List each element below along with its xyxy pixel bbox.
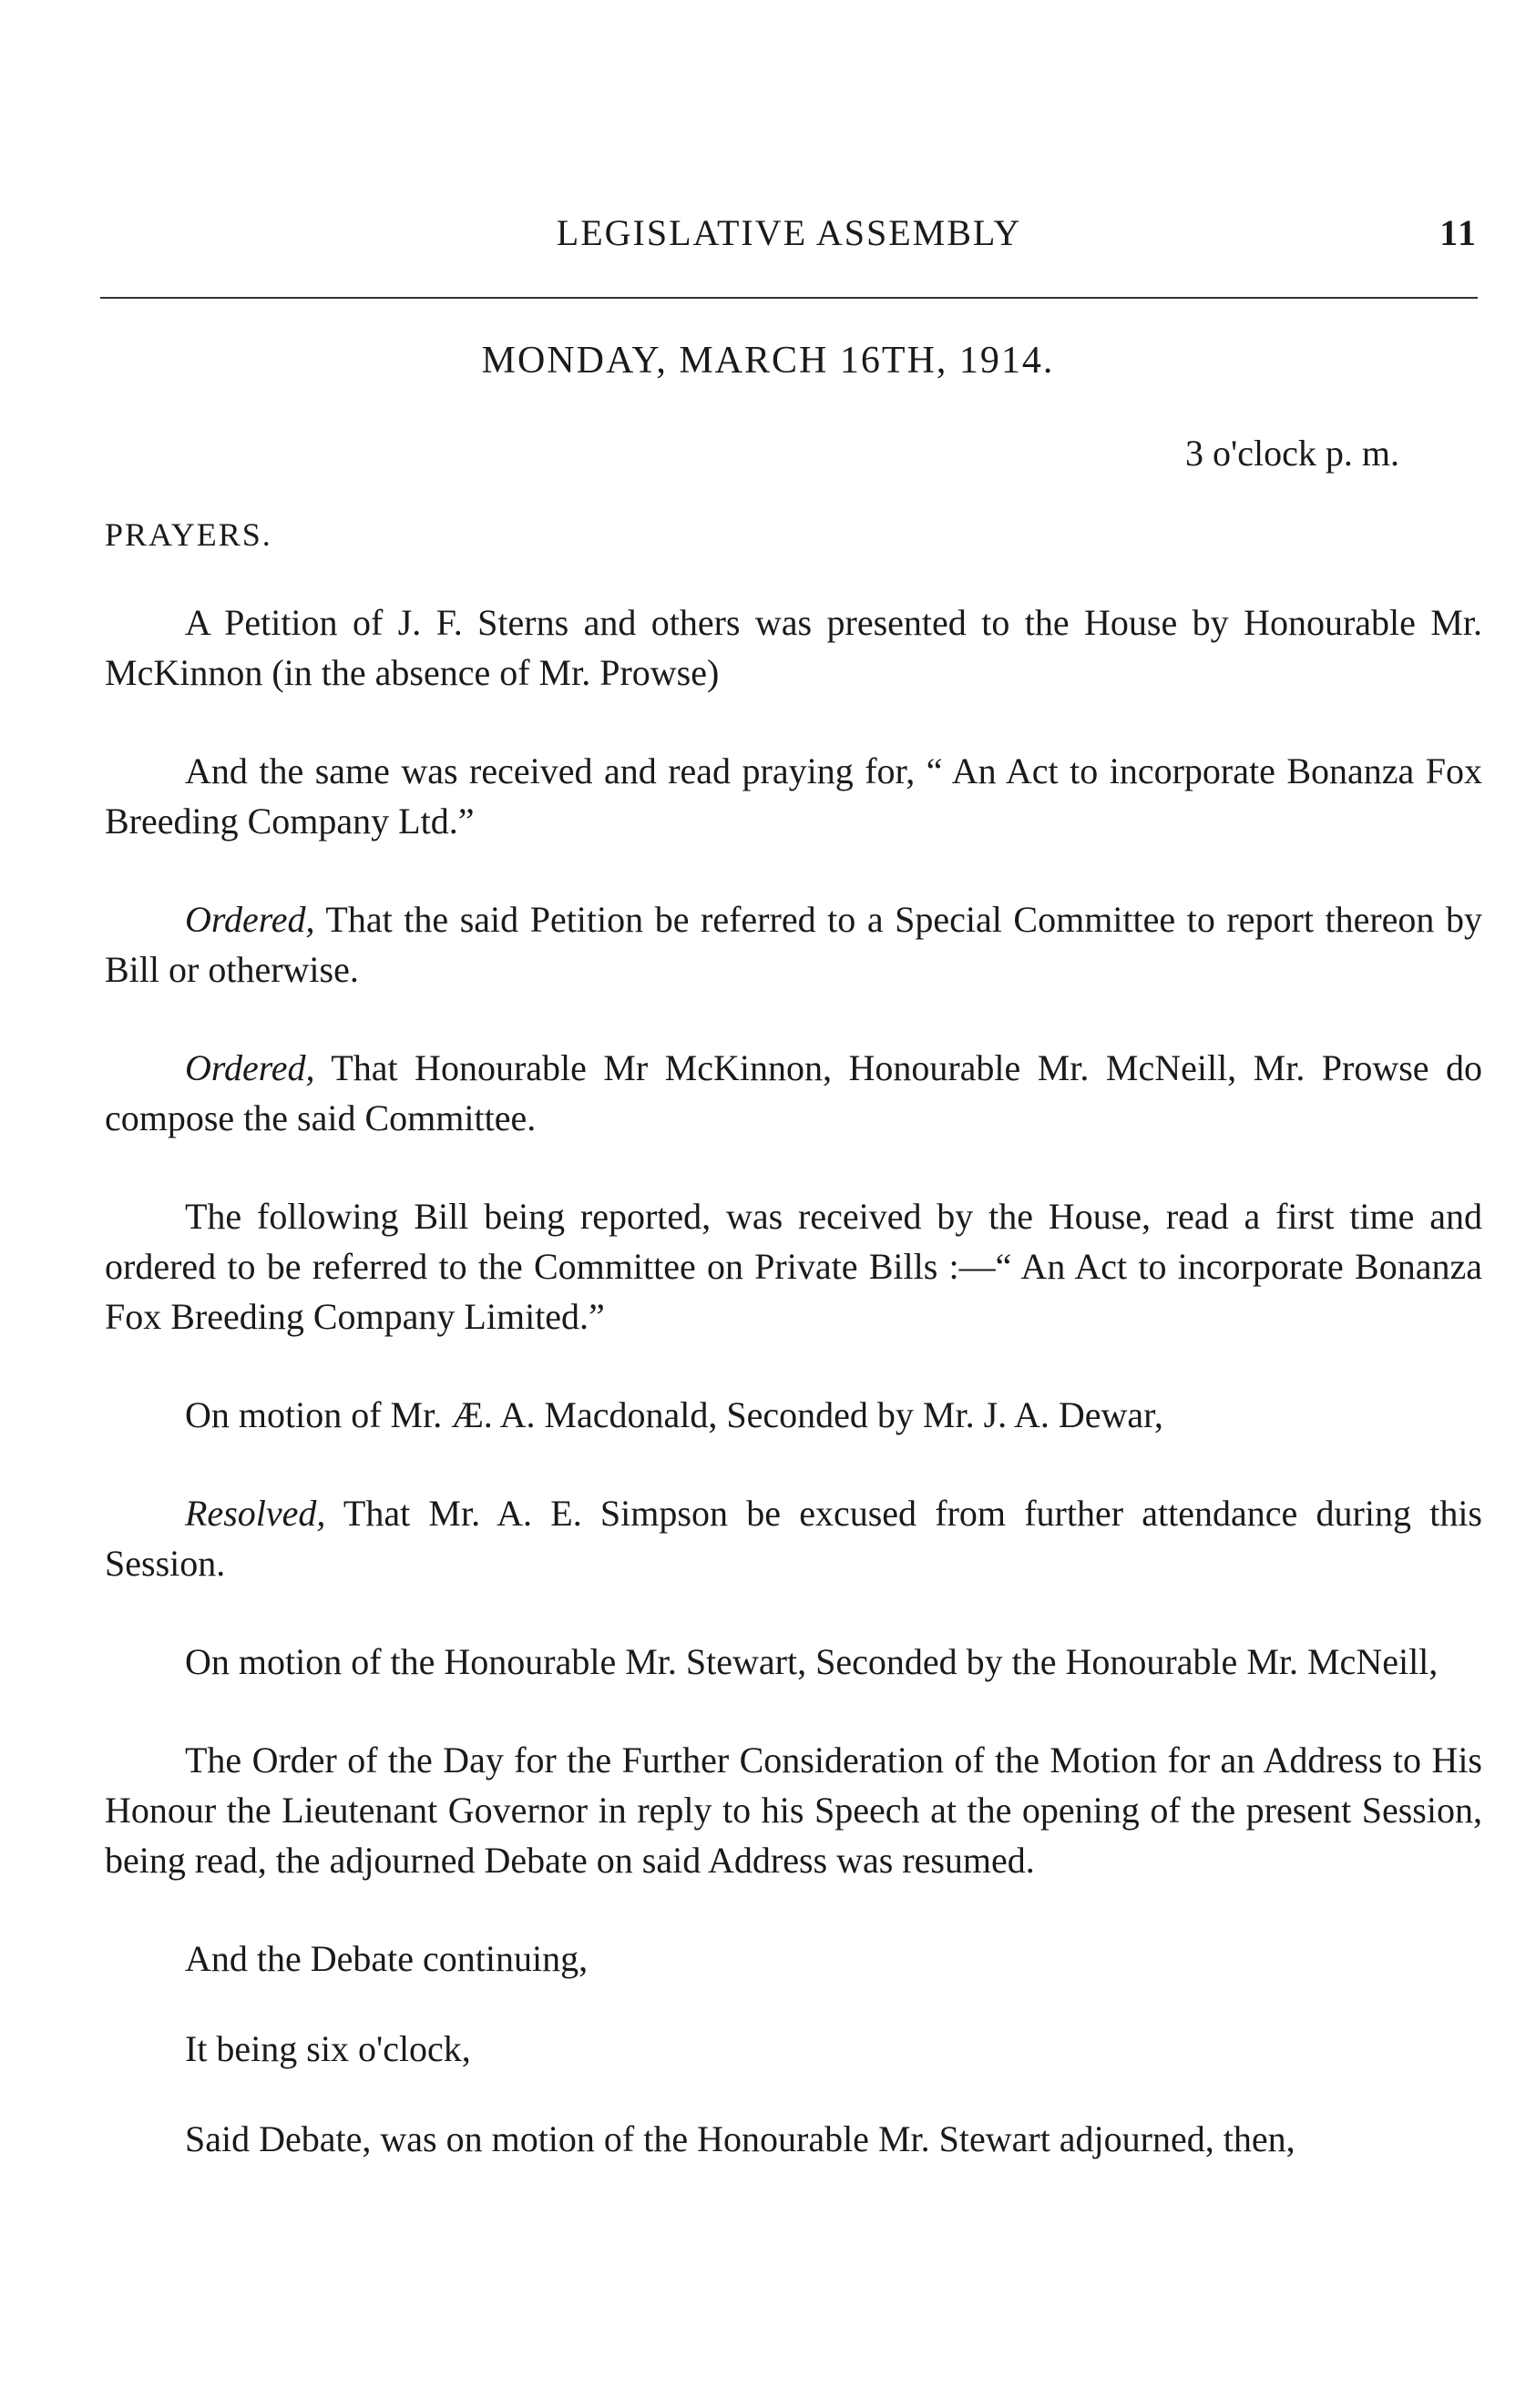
sitting-date: MONDAY, MARCH 16TH, 1914. [481,340,1055,382]
running-title: LEGISLATIVE ASSEMBLY [556,212,1022,253]
proceedings-body [105,597,1482,2212]
paragraph-petition [105,597,1482,698]
paragraph-text: On motion of the Honourable Mr. Stewart, Seconded by the Honourable Mr. McNeill, [185,1641,1439,1682]
paragraph-text: That Mr. A. E. Simpson be excused from further attendance during this Session. [105,1493,1482,1584]
paragraph-motion-stewart [105,1637,1482,1687]
paragraph-order-of-day [105,1735,1482,1885]
paragraph-text: And the same was received and read praying for, “ An Act to incorporate Bonanza Fox Breeding Company Ltd.” [105,750,1482,842]
paragraph-lead: Ordered, [185,899,315,940]
prayers-heading: PRAYERS. [105,516,272,553]
paragraph-text: It being six o'clock, [185,2028,471,2069]
paragraph-text: Said Debate, was on motion of the Honourable Mr. Stewart adjourned, then, [185,2118,1295,2159]
paragraph-bill-reported [105,1191,1482,1342]
paragraph-ordered-compose [105,1043,1482,1143]
paragraph-text: That the said Petition be referred to a Special Committee to report thereon by Bill or otherwise. [105,899,1482,990]
paragraph-lead: Resolved, [185,1493,326,1534]
paragraph-lead: Ordered, [185,1047,315,1088]
paragraph-resolved [105,1488,1482,1588]
paragraph-petition-read [105,746,1482,846]
paragraph-debate-adjourned [105,2114,1482,2164]
running-head [100,211,1478,266]
sitting-time: 3 o'clock p. m. [1185,433,1399,474]
paragraph-text: The Order of the Day for the Further Consideration of the Motion for an Address to His Honour the Lieutenant Governor in reply to his Speech at the opening of the present Session, being read, the adjourned Debate on said Address was resumed. [105,1740,1482,1881]
paragraph-six-oclock [105,2024,1482,2074]
paragraph-motion-macdonald [105,1390,1482,1440]
paragraph-text: On motion of Mr. Æ. A. Macdonald, Seconded by Mr. J. A. Dewar, [185,1394,1163,1435]
paragraph-text: And the Debate continuing, [185,1938,589,1979]
page-number: 11 [1439,212,1478,253]
header-rule [100,297,1478,299]
paragraph-ordered-committee [105,894,1482,995]
paragraph-text: The following Bill being reported, was received by the House, read a first time and ordered to be referred to the Committee on Private Bills :—“ An Act to incorporate Bonanza Fox Breeding Company Limited.” [105,1196,1482,1337]
paragraph-text: A Petition of J. F. Sterns and others was presented to the House by Honourable Mr. McKinnon (in the absence of Mr. Prowse) [105,602,1482,693]
paragraph-debate-continuing [105,1934,1482,1984]
paragraph-text: That Honourable Mr McKinnon, Honourable Mr. McNeill, Mr. Prowse do compose the said Committee. [105,1047,1482,1138]
